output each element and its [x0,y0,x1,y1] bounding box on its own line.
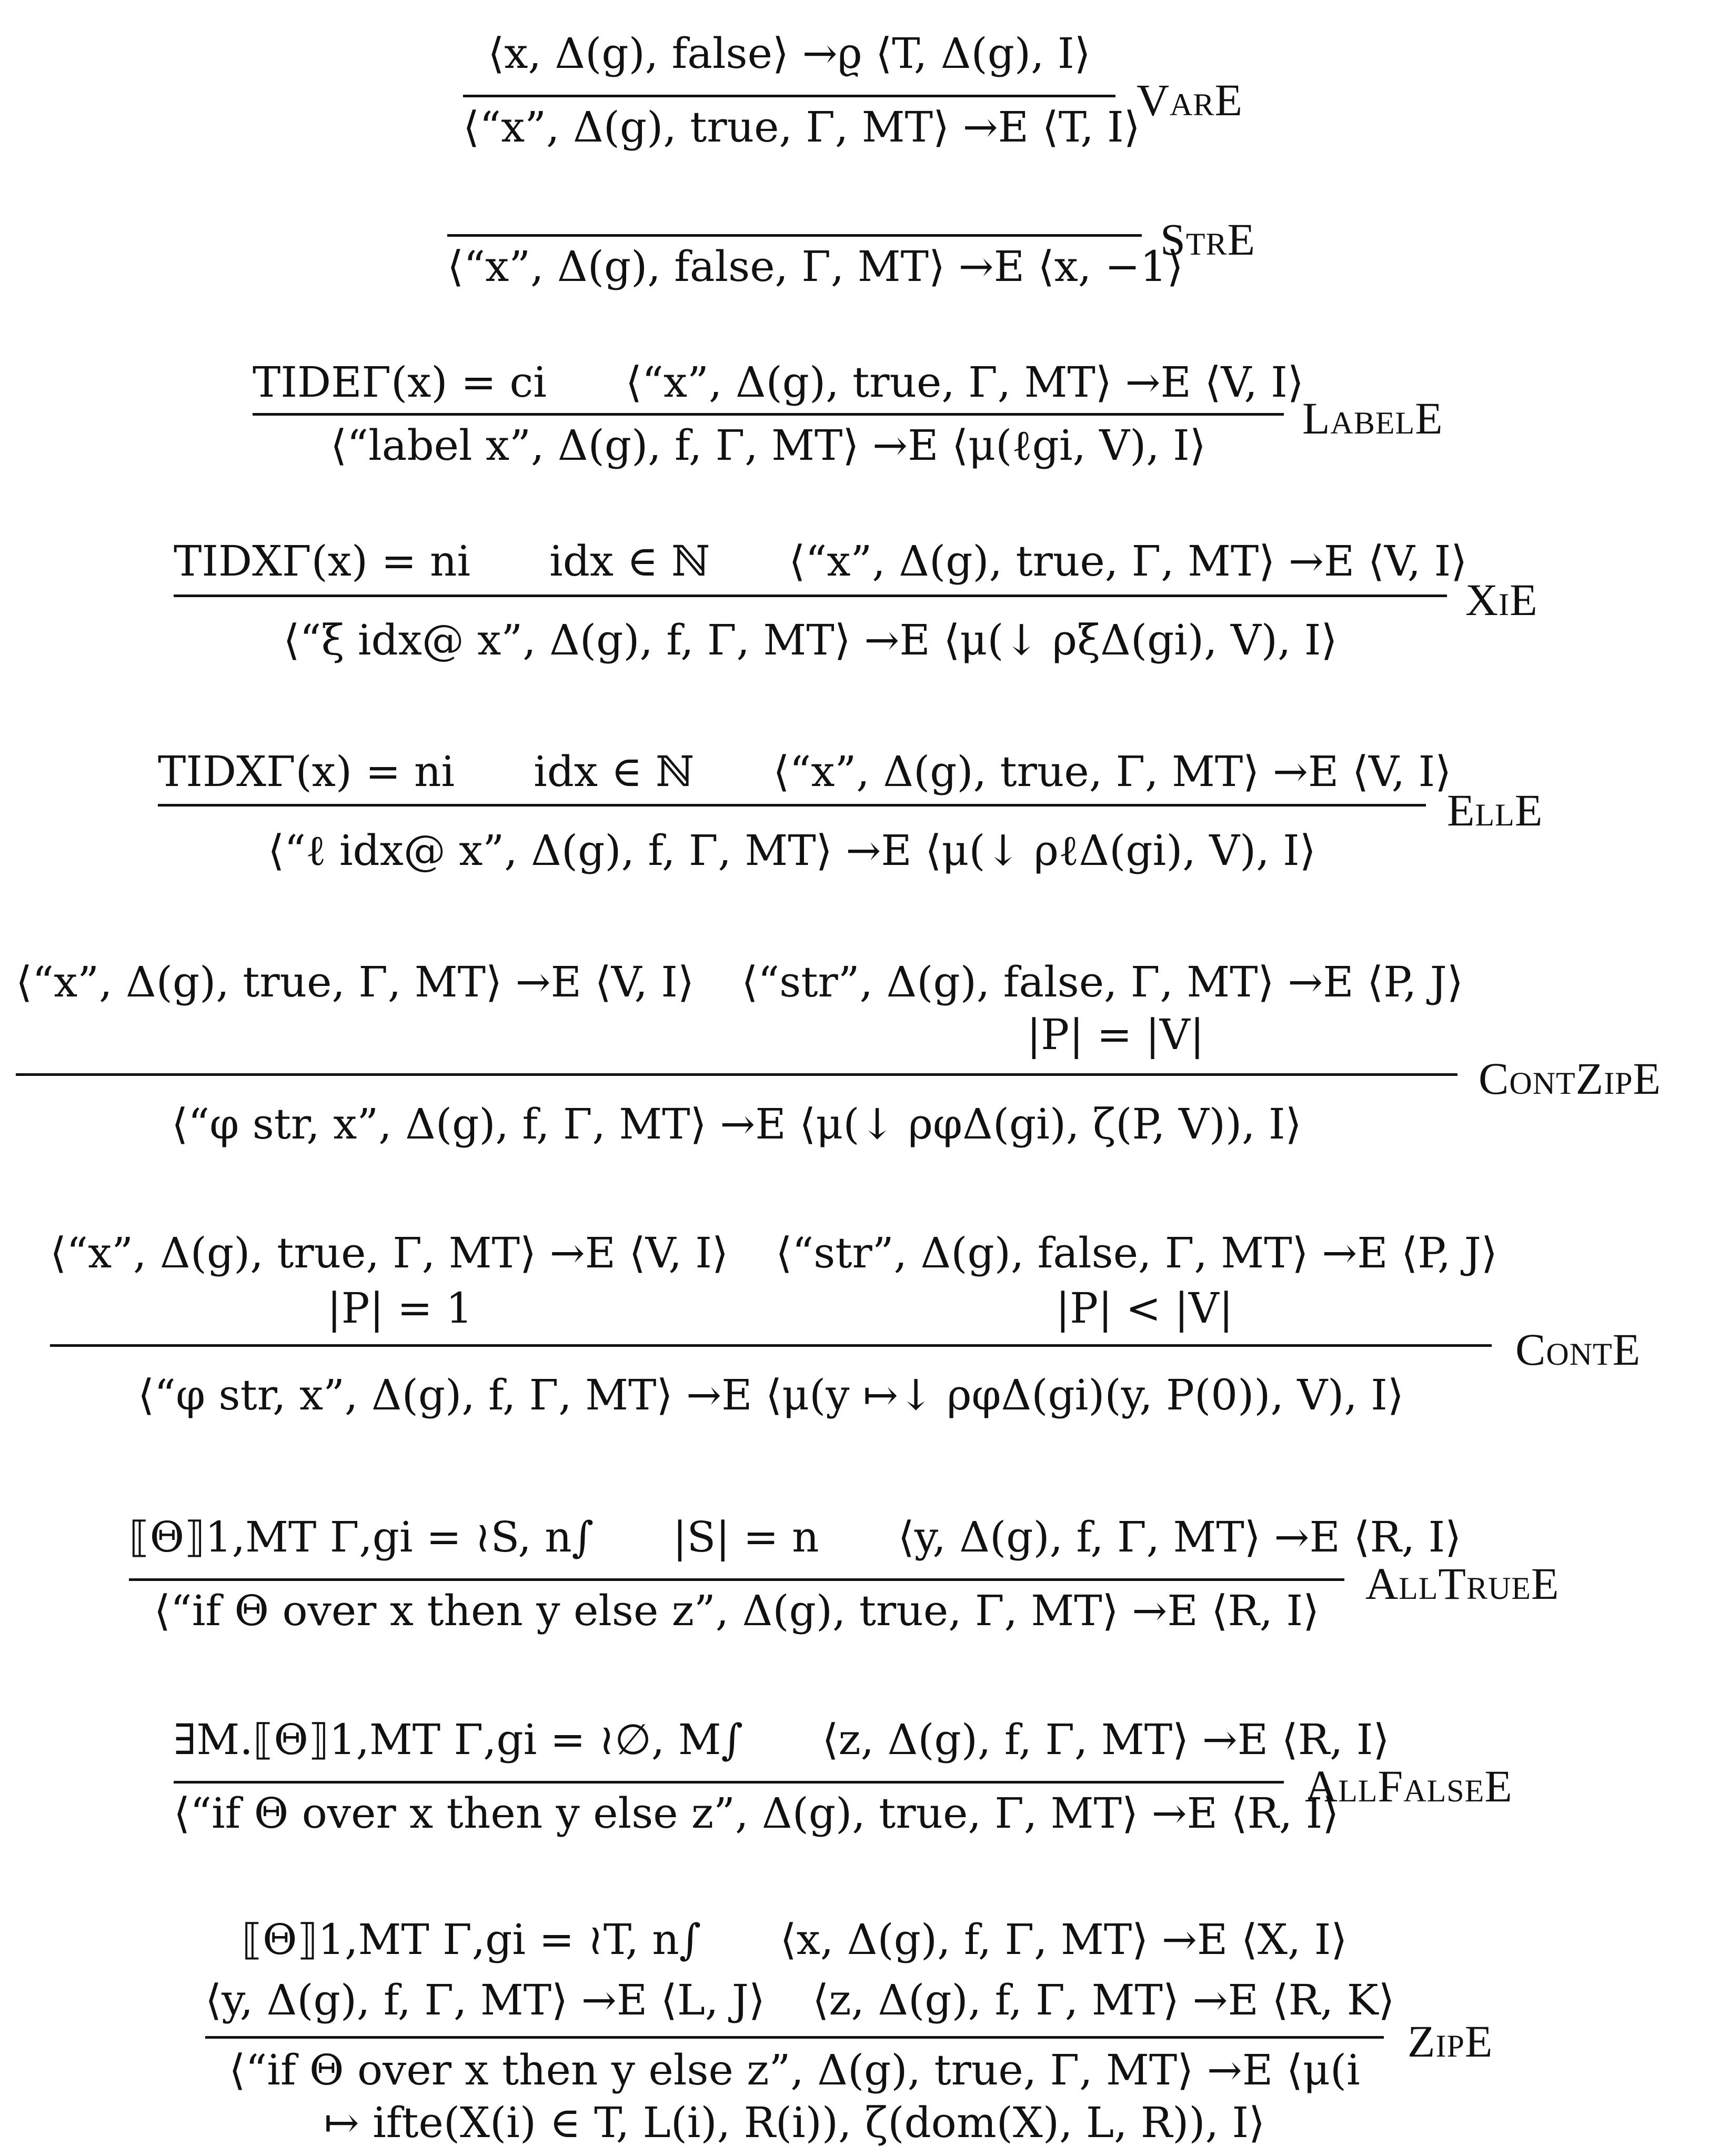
rule-name: ZipE [1408,2016,1493,2067]
inference-line [253,413,1284,416]
inference-line [50,1344,1492,1347]
premise: idx ∈ ℕ [534,747,695,796]
conclusion: ⟨“φ str, x”, Δ(g), f, Γ, MT⟩ →E ⟨μ(↓ ρφΔ(gi), ζ(P, V)), I⟩ [172,1100,1302,1148]
rule-name: VarE [1137,75,1243,125]
rule-name: ContE [1515,1324,1641,1375]
rule-name: AllFalseE [1305,1761,1513,1811]
premise: TIDXΓ(x) = ni [174,537,471,586]
premise: TIDXΓ(x) = ni [158,747,455,796]
premise: ⟨x, Δ(g), false⟩ →ϱ ⟨T, Δ(g), I⟩ [488,29,1091,78]
premises [174,1715,1390,1764]
premise: ⟨z, Δ(g), f, Γ, MT⟩ →E ⟨R, K⟩ [812,1976,1395,2024]
premises [174,537,1467,586]
inference-line [129,1578,1344,1581]
premise: TIDEΓ(x) = ci [253,358,547,407]
premise: |P| = |V| [1027,1010,1204,1059]
rule-name: ContZipE [1479,1053,1662,1104]
inference-line [463,95,1115,97]
inference-line [447,234,1142,237]
premises [129,1513,1462,1561]
premise: |P| < |V| [1055,1284,1233,1333]
premise: ⟨y, Δ(g), f, Γ, MT⟩ →E ⟨R, I⟩ [898,1513,1462,1561]
conclusion: ⟨“x”, Δ(g), false, Γ, MT⟩ →E ⟨x, −1⟩ [447,242,1183,291]
inference-line [158,804,1426,807]
premise: ⟨“x”, Δ(g), true, Γ, MT⟩ →E ⟨V, I⟩ [789,537,1467,586]
premise: ⟨“x”, Δ(g), true, Γ, MT⟩ →E ⟨V, I⟩ [625,358,1304,407]
rule-name: XiE [1465,575,1538,625]
premise: idx ∈ ℕ [549,537,710,586]
premise: ⟨z, Δ(g), f, Γ, MT⟩ →E ⟨R, I⟩ [822,1715,1390,1764]
premise: ⟨x, Δ(g), f, Γ, MT⟩ →E ⟨X, I⟩ [780,1915,1348,1964]
premise: |P| = 1 [327,1284,473,1333]
rule-name: StrE [1160,214,1256,265]
premise: ⟨“x”, Δ(g), true, Γ, MT⟩ →E ⟨V, I⟩ [16,958,695,1006]
conclusion: ⟨“ℓ idx@ x”, Δ(g), f, Γ, MT⟩ →E ⟨μ(↓ ρℓΔ(gi), V), I⟩ [268,826,1316,875]
premises [16,958,1464,1006]
premises [50,1228,1498,1277]
inference-line [174,595,1447,597]
conclusion: ⟨“label x”, Δ(g), f, Γ, MT⟩ →E ⟨μ(ℓgi, V), I⟩ [330,421,1206,470]
conclusion: ⟨“x”, Δ(g), true, Γ, MT⟩ →E ⟨T, I⟩ [463,103,1140,152]
inference-line [174,1781,1284,1784]
premises [205,1915,1384,1964]
premises [205,1976,1395,2024]
conclusion: ⟨“if Θ over x then y else z”, Δ(g), true, Γ, MT⟩ →E ⟨R, I⟩ [174,1789,1339,1838]
premise: ⟨y, Δ(g), f, Γ, MT⟩ →E ⟨L, J⟩ [205,1976,766,2024]
premises [158,747,1452,796]
premise: |S| = n [672,1513,819,1561]
inference-line [205,2036,1384,2039]
conclusion: ⟨“if Θ over x then y else z”, Δ(g), true, Γ, MT⟩ →E ⟨R, I⟩ [154,1586,1320,1635]
inference-line [16,1073,1457,1076]
premise: ⟨“str”, Δ(g), false, Γ, MT⟩ →E ⟨P, J⟩ [776,1228,1498,1277]
premise: ⟨“str”, Δ(g), false, Γ, MT⟩ →E ⟨P, J⟩ [741,958,1464,1006]
premises [253,358,1304,407]
conclusion: ⟨“φ str, x”, Δ(g), f, Γ, MT⟩ →E ⟨μ(y ↦↓ ρφΔ(gi)(y, P(0)), V), I⟩ [137,1371,1404,1419]
rule-name: AllTrueE [1365,1558,1560,1609]
premise: ∃M.⟦Θ⟧1,MT Γ,gi = ≀∅, M∫ [174,1715,743,1764]
premise: ⟨“x”, Δ(g), true, Γ, MT⟩ →E ⟨V, I⟩ [50,1228,729,1277]
premise: ⟦Θ⟧1,MT Γ,gi = ≀T, n∫ [242,1915,701,1964]
conclusion: ⟨“ξ idx@ x”, Δ(g), f, Γ, MT⟩ →E ⟨μ(↓ ρξΔ(gi), V), I⟩ [283,616,1338,664]
rule-name: LabelE [1302,393,1443,444]
premise: ⟦Θ⟧1,MT Γ,gi = ≀S, n∫ [129,1513,594,1561]
rule-name: EllE [1447,785,1543,835]
conclusion: ⟨“if Θ over x then y else z”, Δ(g), true, Γ, MT⟩ →E ⟨μ(i ↦ ifte(X(i) ∈ T, L(i), R(i)), ζ(dom(X), L, R)), I⟩ [229,2046,1360,2147]
premise: ⟨“x”, Δ(g), true, Γ, MT⟩ →E ⟨V, I⟩ [773,747,1452,796]
